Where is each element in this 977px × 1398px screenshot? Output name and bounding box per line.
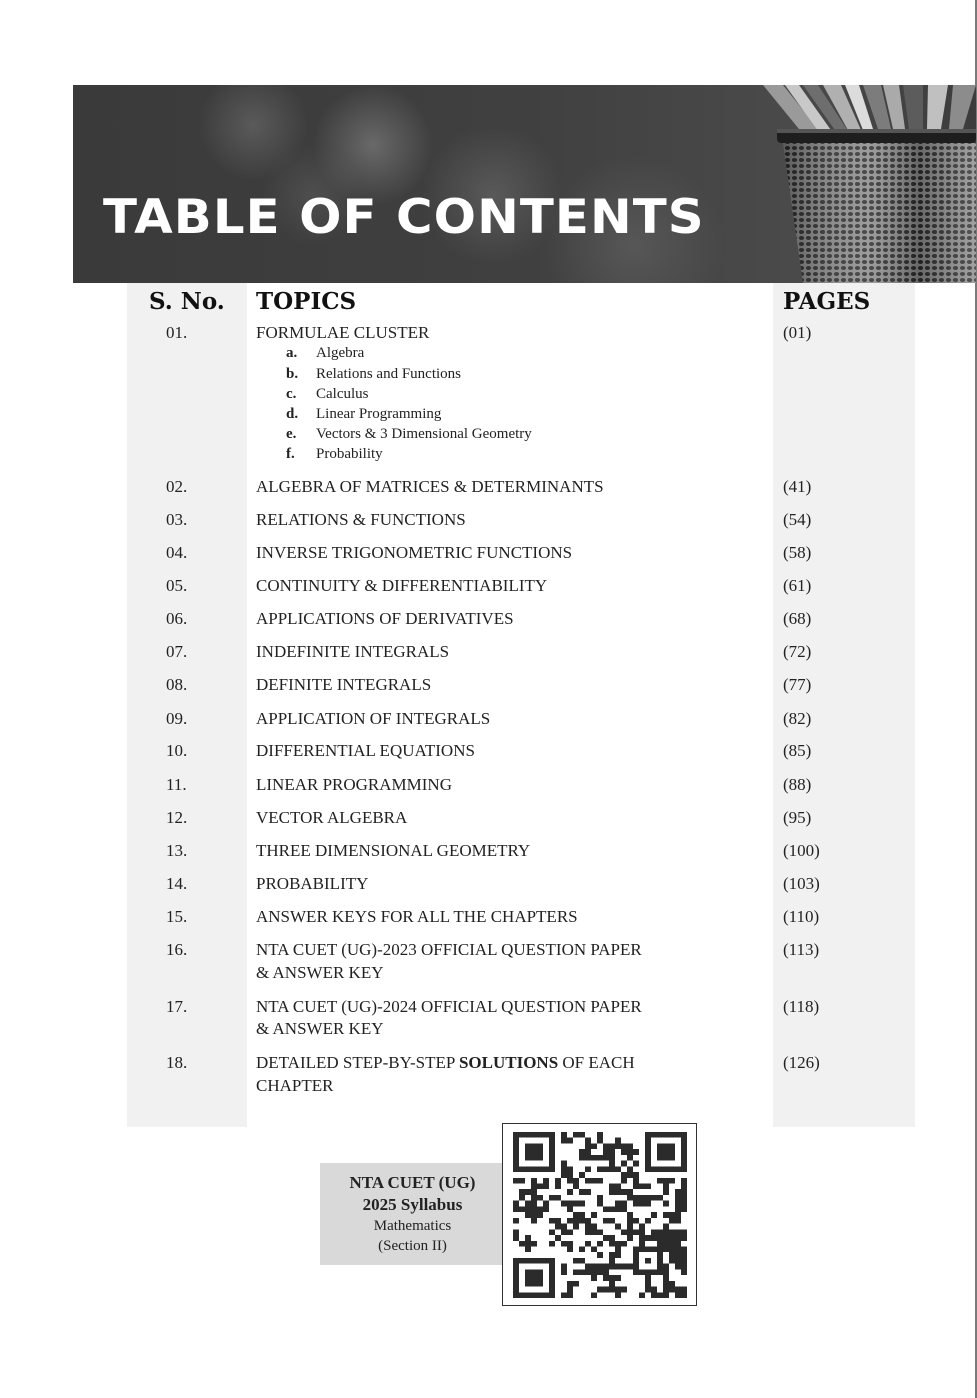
- toc-banner: [73, 85, 976, 283]
- subitem[interactable]: [286, 343, 364, 363]
- row-page: (41): [783, 477, 812, 496]
- row-topic[interactable]: INDEFINITE INTEGRALS: [256, 642, 450, 661]
- subitem-letter: c.: [286, 386, 297, 402]
- row-topic[interactable]: CONTINUITY & DIFFERENTIABILITY: [256, 576, 548, 595]
- subitem[interactable]: [286, 364, 461, 384]
- subitem-letter: f.: [286, 446, 295, 462]
- row-topic[interactable]: ALGEBRA OF MATRICES & DETERMINANTS: [256, 477, 604, 496]
- row-sno: 05.: [166, 576, 188, 595]
- row-topic[interactable]: LINEAR PROGRAMMING: [256, 775, 452, 794]
- row-topic-line1[interactable]: [256, 1051, 635, 1074]
- row-topic-line2[interactable]: & ANSWER KEY: [256, 1019, 384, 1038]
- row-page: (103): [783, 874, 820, 893]
- syllabus-section: (Section II): [378, 1238, 447, 1254]
- row-page: (68): [783, 609, 812, 628]
- subitem[interactable]: [286, 424, 532, 444]
- header-topics: TOPICS: [256, 288, 357, 315]
- row-sno: 06.: [166, 609, 188, 628]
- row-sno: 07.: [166, 642, 188, 661]
- row-sno: 01.: [166, 323, 188, 342]
- row-sno: 16.: [166, 940, 188, 959]
- page-title: TABLE OF CONTENTS: [103, 190, 705, 245]
- subitem-letter: e.: [286, 426, 297, 442]
- row-topic[interactable]: APPLICATION OF INTEGRALS: [256, 709, 491, 728]
- topic-bold-text: SOLUTIONS: [458, 1053, 559, 1072]
- qr-code-icon: [513, 1132, 687, 1298]
- syllabus-line2: 2025 Syllabus: [362, 1195, 463, 1214]
- row-sno: 18.: [166, 1053, 188, 1072]
- row-sno: 10.: [166, 741, 188, 760]
- row-topic-line2[interactable]: & ANSWER KEY: [256, 963, 384, 982]
- header-pages: PAGES: [783, 288, 871, 315]
- row-sno: 17.: [166, 997, 188, 1016]
- subitem[interactable]: [286, 444, 383, 464]
- row-page: (61): [783, 576, 812, 595]
- subitem-label: Calculus: [316, 386, 369, 402]
- row-topic[interactable]: VECTOR ALGEBRA: [256, 808, 408, 827]
- row-topic[interactable]: RELATIONS & FUNCTIONS: [256, 510, 466, 529]
- row-topic[interactable]: APPLICATIONS OF DERIVATIVES: [256, 609, 514, 628]
- subitem-label: Relations and Functions: [316, 366, 461, 382]
- row-topic[interactable]: DEFINITE INTEGRALS: [256, 675, 432, 694]
- row-topic-line2[interactable]: CHAPTER: [256, 1076, 334, 1095]
- topic-text: DETAILED STEP-BY-STEP: [256, 1053, 459, 1072]
- row-topic[interactable]: INVERSE TRIGONOMETRIC FUNCTIONS: [256, 543, 573, 562]
- row-sno: 03.: [166, 510, 188, 529]
- row-page: (113): [783, 940, 820, 959]
- row-sno: 15.: [166, 907, 188, 926]
- row-topic[interactable]: FORMULAE CLUSTER: [256, 323, 430, 342]
- row-sno: 12.: [166, 808, 188, 827]
- row-topic-line1[interactable]: NTA CUET (UG)-2023 OFFICIAL QUESTION PAPER: [256, 940, 642, 959]
- row-sno: 09.: [166, 709, 188, 728]
- row-page: (118): [783, 997, 820, 1016]
- row-page: (126): [783, 1053, 820, 1072]
- header-sno: S. No.: [149, 288, 225, 315]
- row-sno: 14.: [166, 874, 188, 893]
- pencil-cup-image-icon: [763, 85, 976, 283]
- syllabus-subject: Mathematics: [373, 1218, 452, 1234]
- subitem-letter: b.: [286, 366, 299, 382]
- row-page: (95): [783, 808, 812, 827]
- row-topic[interactable]: ANSWER KEYS FOR ALL THE CHAPTERS: [256, 907, 578, 926]
- subitem-label: Linear Programming: [316, 406, 442, 422]
- subitem-letter: a.: [286, 345, 298, 361]
- row-topic[interactable]: DIFFERENTIAL EQUATIONS: [256, 741, 475, 760]
- subitem-letter: d.: [286, 406, 299, 422]
- subitem-label: Probability: [316, 446, 383, 462]
- row-page: (100): [783, 841, 820, 860]
- row-topic[interactable]: THREE DIMENSIONAL GEOMETRY: [256, 841, 531, 860]
- row-sno: 02.: [166, 477, 188, 496]
- row-sno: 04.: [166, 543, 188, 562]
- row-page: (88): [783, 775, 812, 794]
- topic-text: OF EACH: [558, 1053, 635, 1072]
- row-page: (110): [783, 907, 820, 926]
- row-page: (72): [783, 642, 812, 661]
- subitem-label: Algebra: [316, 345, 365, 361]
- subitem-label: Vectors & 3 Dimensional Geometry: [316, 426, 532, 442]
- subitem[interactable]: [286, 404, 441, 424]
- row-page: (77): [783, 675, 812, 694]
- row-page: (85): [783, 741, 812, 760]
- subitem[interactable]: [286, 384, 369, 404]
- row-sno: 13.: [166, 841, 188, 860]
- row-page: (01): [783, 323, 812, 342]
- row-topic-line1[interactable]: NTA CUET (UG)-2024 OFFICIAL QUESTION PAPER: [256, 997, 642, 1016]
- syllabus-label: [320, 1163, 505, 1265]
- row-topic[interactable]: PROBABILITY: [256, 874, 369, 893]
- qr-code-box[interactable]: [502, 1123, 697, 1306]
- row-page: (58): [783, 543, 812, 562]
- row-page: (82): [783, 709, 812, 728]
- row-sno: 08.: [166, 675, 188, 694]
- syllabus-line1: NTA CUET (UG): [349, 1173, 476, 1192]
- row-sno: 11.: [166, 775, 187, 794]
- row-page: (54): [783, 510, 812, 529]
